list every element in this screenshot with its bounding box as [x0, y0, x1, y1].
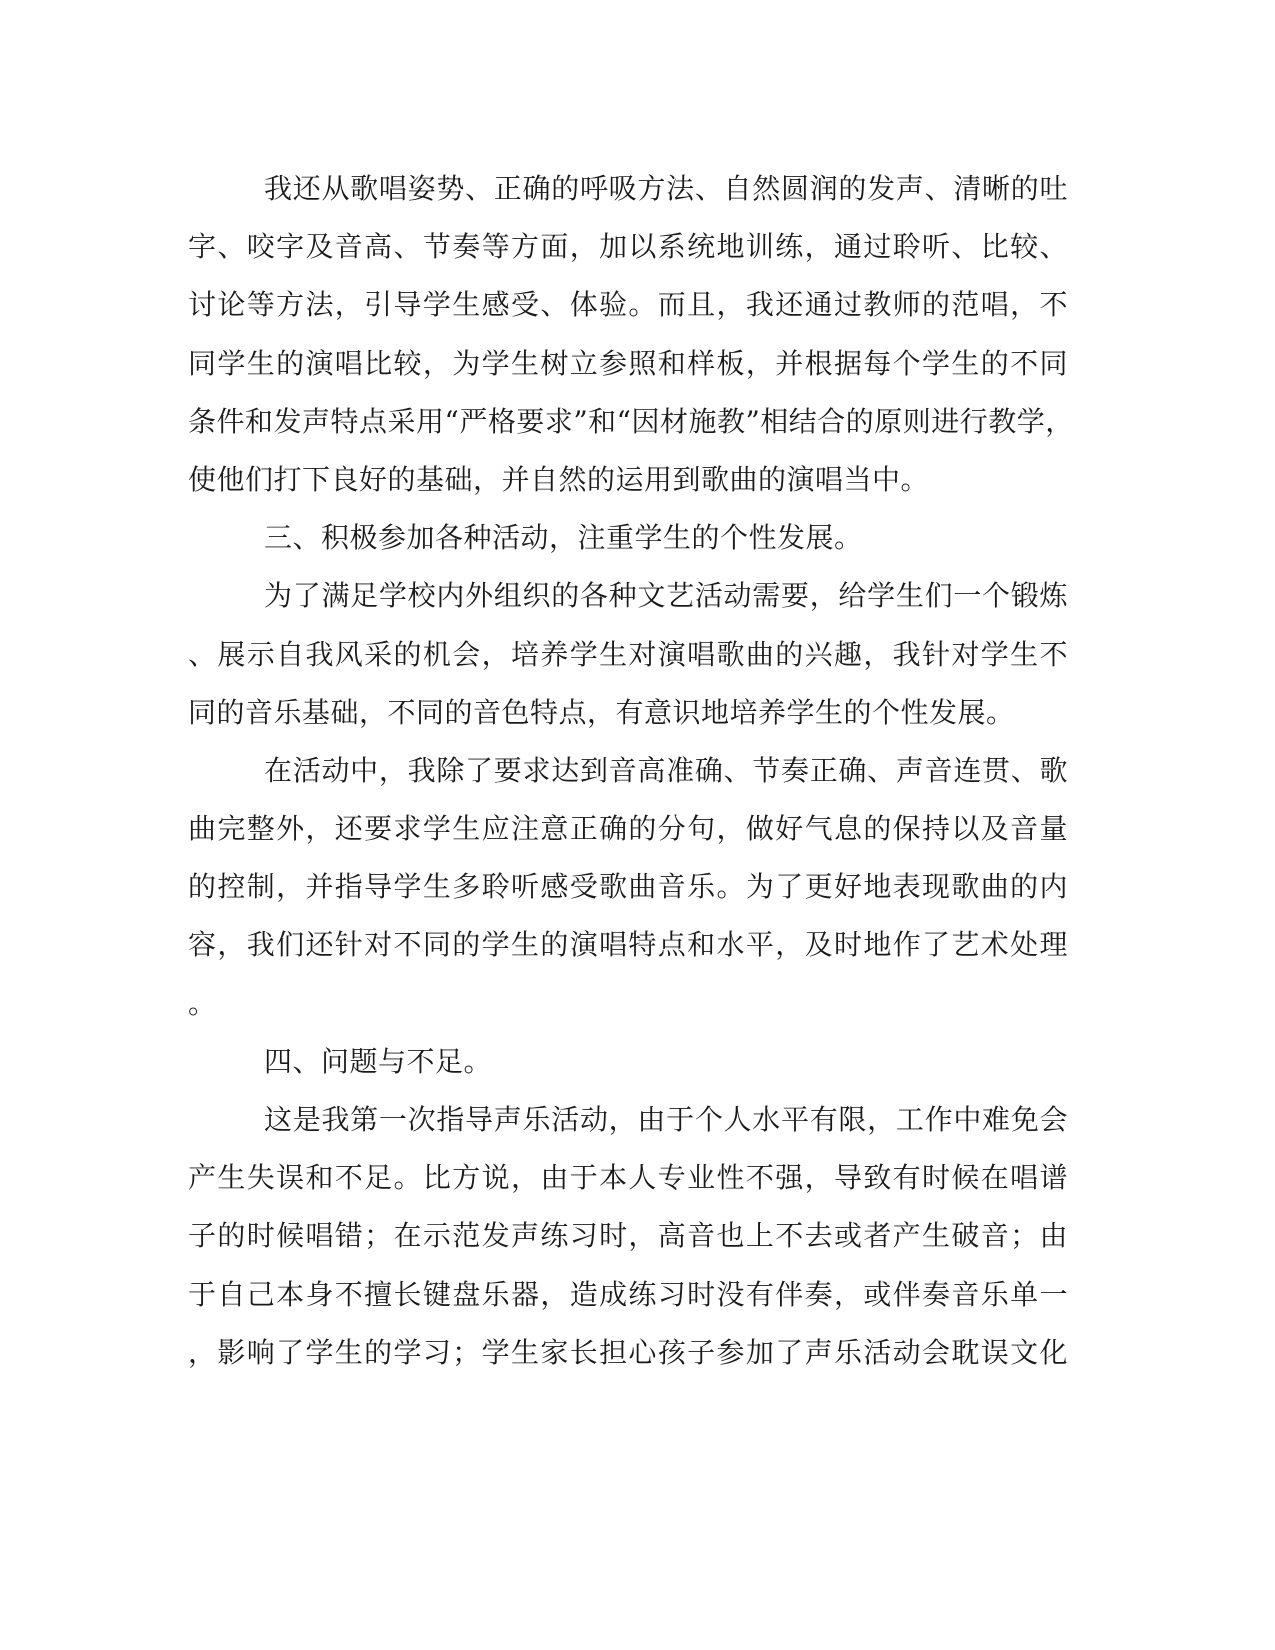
text-line: 在活动中，我除了要求达到音高准确、节奏正确、声音连贯、歌 — [264, 753, 1068, 787]
text-line: 我还从歌唱姿势、正确的呼吸方法、自然圆润的发声、清晰的吐 — [264, 172, 1068, 205]
section-heading: 三、积极参加各种活动，注重学生的个性发展。 — [264, 521, 863, 555]
text-line: 子的时候唱错；在示范发声练习时，高音也上不去或者产生破音；由 — [188, 1219, 1068, 1253]
text-line: 讨论等方法，引导学生感受、体验。而且，我还通过教师的范唱，不 — [188, 288, 1068, 322]
text-line: 。 — [188, 986, 217, 1020]
text-line: ，影响了学生的学习；学生家长担心孩子参加了声乐活动会耽误文化 — [188, 1335, 1068, 1369]
text-line: 的控制，并指导学生多聆听感受歌曲音乐。为了更好地表现歌曲的内 — [188, 870, 1068, 904]
section-heading: 四、问题与不足。 — [264, 1044, 493, 1078]
text-line: 同的音乐基础，不同的音色特点，有意识地培养学生的个性发展。 — [188, 695, 1015, 729]
text-line: 曲完整外，还要求学生应注意正确的分句，做好气息的保持以及音量 — [188, 812, 1068, 846]
text-line: 这是我第一次指导声乐活动，由于个人水平有限，工作中难免会 — [264, 1103, 1068, 1136]
text-line: 产生失误和不足。比方说，由于本人专业性不强，导致有时候在唱谱 — [188, 1161, 1068, 1195]
text-line: 容，我们还针对不同的学生的演唱特点和水平，及时地作了艺术处理 — [188, 928, 1068, 962]
text-line: 使他们打下良好的基础，并自然的运用到歌曲的演唱当中。 — [188, 462, 930, 496]
text-line: 于自己本身不擅长键盘乐器，造成练习时没有伴奏，或伴奏音乐单一 — [188, 1277, 1068, 1311]
text-line: 同学生的演唱比较，为学生树立参照和样板，并根据每个学生的不同 — [188, 346, 1068, 380]
document-body — [188, 160, 1074, 1382]
text-line: 、展示自我风采的机会，培养学生对演唱歌曲的兴趣，我针对学生不 — [188, 637, 1068, 671]
text-line: 条件和发声特点采用“严格要求”和“因材施教”相结合的原则进行教学， — [188, 404, 1074, 438]
text-line: 字、咬字及音高、节奏等方面，加以系统地训练，通过聆听、比较、 — [188, 230, 1068, 264]
text-line: 为了满足学校内外组织的各种文艺活动需要，给学生们一个锻炼 — [264, 579, 1068, 613]
